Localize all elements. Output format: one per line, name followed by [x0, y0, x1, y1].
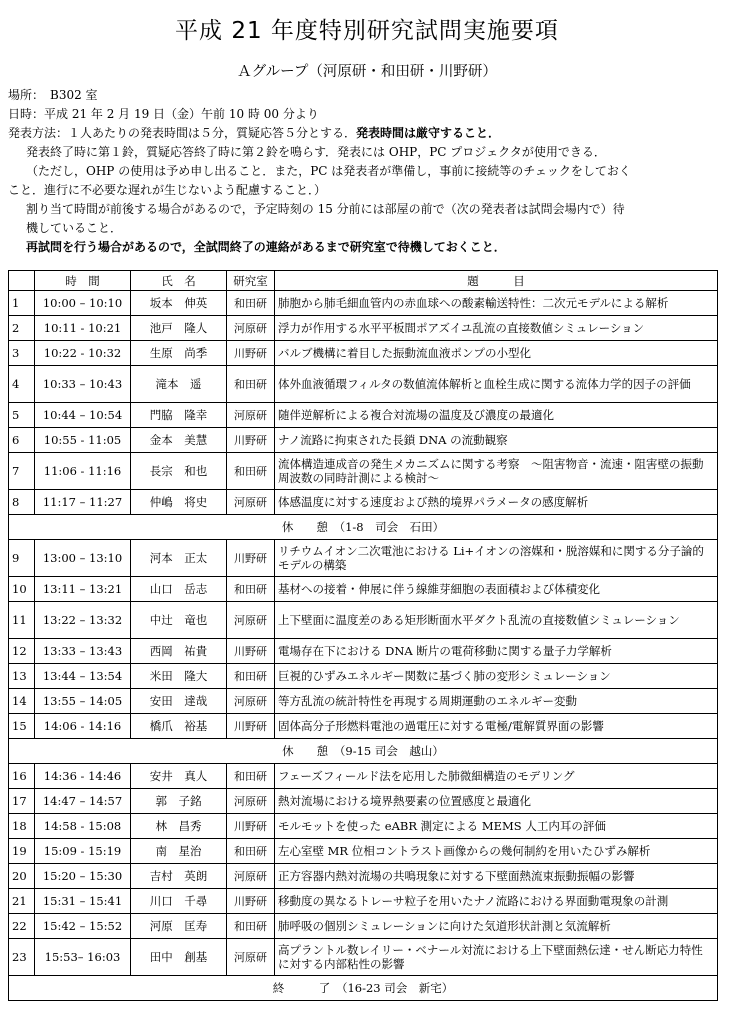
row-topic: 左心室壁 MR 位相コントラスト画像からの幾何制約を用いたひずみ解析: [275, 839, 718, 864]
row-topic: 熱対流場における境界熱要素の位置感度と最適化: [275, 789, 718, 814]
row-topic: 基材への接着・伸展に伴う線維芽細胞の表面積および体積変化: [275, 577, 718, 602]
row-lab: 河原研: [227, 316, 275, 341]
table-row: [9, 764, 718, 789]
row-topic: 正方容器内熱対流場の共鳴現象に対する下壁面熱流束振動振幅の影響: [275, 864, 718, 889]
table-row: [9, 341, 718, 366]
row-time: 13:11 – 13:21: [35, 577, 131, 602]
row-time: 13:22 – 13:32: [35, 602, 131, 639]
row-lab: 和田研: [227, 291, 275, 316]
row-lab: 河原研: [227, 864, 275, 889]
row-time: 15:53– 16:03: [35, 939, 131, 976]
row-time: 14:47 – 14:57: [35, 789, 131, 814]
table-row: [9, 366, 718, 403]
row-name: 西岡 祐貴: [131, 639, 227, 664]
row-topic: 浮力が作用する水平平板間ポアズイユ乱流の直接数値シミュレーション: [275, 316, 718, 341]
method-bold-text: 発表時間は厳守すること．: [356, 126, 501, 140]
row-lab: 川野研: [227, 540, 275, 577]
row-lab: 和田研: [227, 664, 275, 689]
table-row: [9, 714, 718, 739]
header-topic: 題 目: [275, 271, 718, 291]
row-time: 10:22 - 10:32: [35, 341, 131, 366]
row-lab: 和田研: [227, 453, 275, 490]
bold-notice: [8, 238, 730, 257]
row-time: 13:55 – 14:05: [35, 689, 131, 714]
session-2-rows: [9, 540, 718, 739]
break-row-2: [9, 739, 718, 764]
row-time: 10:55 - 11:05: [35, 428, 131, 453]
table-row: [9, 540, 718, 577]
row-time: 13:33 – 13:43: [35, 639, 131, 664]
row-lab: 河原研: [227, 789, 275, 814]
row-topic: 肺呼吸の個別シミュレーションに向けた気道形状計測と気流解析: [275, 914, 718, 939]
row-time: 11:06 - 11:16: [35, 453, 131, 490]
row-number: 3: [9, 341, 35, 366]
row-number: 8: [9, 490, 35, 515]
row-name: 生原 尚季: [131, 341, 227, 366]
row-lab: 和田研: [227, 366, 275, 403]
header-no: [9, 271, 35, 291]
row-name: 坂本 伸英: [131, 291, 227, 316]
row-time: 15:09 - 15:19: [35, 839, 131, 864]
row-name: 仲嶋 将史: [131, 490, 227, 515]
table-row: [9, 889, 718, 914]
row-time: 10:11 - 10:21: [35, 316, 131, 341]
row-name: 安田 達哉: [131, 689, 227, 714]
row-name: 滝本 遥: [131, 366, 227, 403]
header-lab: 研究室: [227, 271, 275, 291]
row-number: 1: [9, 291, 35, 316]
row-name: 門脇 隆幸: [131, 403, 227, 428]
page-title: 平成 21 年度特別研究試問実施要項: [175, 18, 559, 44]
row-number: 13: [9, 664, 35, 689]
table-row: [9, 664, 718, 689]
row-number: 11: [9, 602, 35, 639]
row-time: 10:00 – 10:10: [35, 291, 131, 316]
row-number: 16: [9, 764, 35, 789]
method-text: 発表方法：１人あたりの発表時間は５分，質疑応答５分とする．: [8, 126, 357, 140]
row-lab: 川野研: [227, 889, 275, 914]
header-time: 時 間: [35, 271, 131, 291]
table-row: [9, 914, 718, 939]
row-name: 中辻 竜也: [131, 602, 227, 639]
row-time: 15:20 – 15:30: [35, 864, 131, 889]
row-lab: 河原研: [227, 689, 275, 714]
session-1-rows: [9, 291, 718, 515]
row-number: 18: [9, 814, 35, 839]
schedule-table: [8, 270, 718, 1001]
table-row: [9, 316, 718, 341]
row-name: 金本 美慧: [131, 428, 227, 453]
row-lab: 川野研: [227, 714, 275, 739]
table-row: [9, 577, 718, 602]
bell-line: 発表終了時に第１鈴，質疑応答終了時に第２鈴を鳴らす．発表には OHP，PC プロジェクタが使用できる．: [26, 145, 606, 159]
row-name: 橋爪 裕基: [131, 714, 227, 739]
row-number: 22: [9, 914, 35, 939]
row-lab: 和田研: [227, 764, 275, 789]
row-name: 田中 創基: [131, 939, 227, 976]
row-name: 郭 子銘: [131, 789, 227, 814]
table-header-row: [9, 271, 718, 291]
table-row: [9, 453, 718, 490]
table-row: [9, 814, 718, 839]
row-topic: 体感温度に対する速度および熱的境界パラメータの感度解析: [275, 490, 718, 515]
table-row: [9, 939, 718, 976]
row-time: 13:00 – 13:10: [35, 540, 131, 577]
row-time: 10:44 – 10:54: [35, 403, 131, 428]
break-row-1: [9, 515, 718, 540]
table-row: [9, 839, 718, 864]
row-number: 12: [9, 639, 35, 664]
row-lab: 川野研: [227, 341, 275, 366]
note-line-2: こと．進行に不必要な遅れが生じないよう配慮すること．）: [8, 183, 327, 197]
end-label: 終 了 （16-23 司会 新宅）: [9, 976, 718, 1001]
row-name: 林 昌秀: [131, 814, 227, 839]
break-2: 休 憩 （9-15 司会 越山）: [9, 739, 718, 764]
row-time: 14:58 - 15:08: [35, 814, 131, 839]
row-name: 山口 岳志: [131, 577, 227, 602]
row-topic: 固体高分子形燃料電池の過電圧に対する電極/電解質界面の影響: [275, 714, 718, 739]
row-name: 米田 隆大: [131, 664, 227, 689]
row-lab: 川野研: [227, 814, 275, 839]
row-number: 21: [9, 889, 35, 914]
row-name: 吉村 英朗: [131, 864, 227, 889]
row-lab: 河原研: [227, 403, 275, 428]
row-name: 南 星治: [131, 839, 227, 864]
table-row: [9, 291, 718, 316]
note-line-1: （ただし，OHP の使用は予め申し出ること．また，PC は発表者が準備し，事前に接続等のチェックをしておく: [26, 164, 631, 178]
end-row: [9, 976, 718, 1001]
table-row: [9, 689, 718, 714]
row-topic: 流体構造連成音の発生メカニズムに関する考察 ～阻害物音・流速・阻害壁の振動周波数の同時計測による検討～: [275, 453, 718, 490]
row-topic: ナノ流路に拘束された長鎖 DNA の流動観察: [275, 428, 718, 453]
row-time: 15:42 – 15:52: [35, 914, 131, 939]
place-line: 場所： B302 室: [8, 88, 98, 102]
wait-line-2: 機していること．: [26, 221, 123, 235]
row-topic: 肺胞から肺毛細血管内の赤血球への酸素輸送特性：二次元モデルによる解析: [275, 291, 718, 316]
row-name: 河原 匡寿: [131, 914, 227, 939]
row-topic: 移動度の異なるトレーサ粒子を用いたナノ流路における界面動電現象の計測: [275, 889, 718, 914]
row-lab: 和田研: [227, 839, 275, 864]
method-line: [8, 124, 730, 143]
row-number: 7: [9, 453, 35, 490]
table-row: [9, 864, 718, 889]
row-number: 5: [9, 403, 35, 428]
row-name: 河本 正太: [131, 540, 227, 577]
row-number: 17: [9, 789, 35, 814]
break-1: 休 憩 （1-8 司会 石田）: [9, 515, 718, 540]
row-lab: 河原研: [227, 602, 275, 639]
row-number: 2: [9, 316, 35, 341]
row-time: 15:31 – 15:41: [35, 889, 131, 914]
row-number: 9: [9, 540, 35, 577]
session-3-rows: [9, 764, 718, 976]
table-row: [9, 490, 718, 515]
row-number: 23: [9, 939, 35, 976]
row-number: 10: [9, 577, 35, 602]
datetime-line: 日時：平成 21 年 2 月 19 日（金）午前 10 時 00 分より: [8, 107, 319, 121]
wait-line-1: 割り当て時間が前後する場合があるので，予定時刻の 15 分前には部屋の前で（次の発表者は試問会場内で）待: [26, 202, 625, 216]
row-time: 11:17 – 11:27: [35, 490, 131, 515]
row-name: 安井 真人: [131, 764, 227, 789]
row-lab: 川野研: [227, 428, 275, 453]
row-topic: 随伴逆解析による複合対流場の温度及び濃度の最適化: [275, 403, 718, 428]
table-row: [9, 602, 718, 639]
instructions: [8, 86, 730, 257]
row-lab: 河原研: [227, 490, 275, 515]
table-row: [9, 639, 718, 664]
group-subtitle: Ａグループ（河原研・和田研・川野研）: [237, 64, 497, 80]
row-number: 15: [9, 714, 35, 739]
row-topic: 体外血液循環フィルタの数値流体解析と血栓生成に関する流体力学的因子の評価: [275, 366, 718, 403]
row-topic: 上下壁面に温度差のある矩形断面水平ダクト乱流の直接数値シミュレーション: [275, 602, 718, 639]
row-lab: 和田研: [227, 577, 275, 602]
row-time: 14:36 - 14:46: [35, 764, 131, 789]
table-row: [9, 403, 718, 428]
row-time: 10:33 – 10:43: [35, 366, 131, 403]
bold-notice-text: 再試問を行う場合があるので，全試問終了の連絡があるまで研究室で待機しておくこと．: [26, 240, 506, 254]
row-time: 13:44 – 13:54: [35, 664, 131, 689]
row-name: 長宗 和也: [131, 453, 227, 490]
row-topic: モルモットを使った eABR 測定による MEMS 人工内耳の評価: [275, 814, 718, 839]
row-name: 池戸 隆人: [131, 316, 227, 341]
table-row: [9, 789, 718, 814]
row-lab: 河原研: [227, 939, 275, 976]
row-topic: バルブ機構に着目した振動流血液ポンプの小型化: [275, 341, 718, 366]
row-number: 19: [9, 839, 35, 864]
row-topic: 巨視的ひずみエネルギー関数に基づく肺の変形シミュレーション: [275, 664, 718, 689]
row-topic: 電場存在下における DNA 断片の電荷移動に関する量子力学解析: [275, 639, 718, 664]
row-topic: 等方乱流の統計特性を再現する周期運動のエネルギー変動: [275, 689, 718, 714]
row-number: 6: [9, 428, 35, 453]
row-number: 20: [9, 864, 35, 889]
row-time: 14:06 - 14:16: [35, 714, 131, 739]
row-number: 14: [9, 689, 35, 714]
row-topic: リチウムイオン二次電池における Li+イオンの溶媒和・脱溶媒和に関する分子論的モデルの構築: [275, 540, 718, 577]
header-name: 氏 名: [131, 271, 227, 291]
row-name: 川口 千尋: [131, 889, 227, 914]
row-topic: フェーズフィールド法を応用した肺微細構造のモデリング: [275, 764, 718, 789]
row-lab: 和田研: [227, 914, 275, 939]
table-row: [9, 428, 718, 453]
row-topic: 高プラントル数レイリー・ベナール対流における上下壁面熱伝達・せん断応力特性に対する内部粘性の影響: [275, 939, 718, 976]
row-lab: 川野研: [227, 639, 275, 664]
row-number: 4: [9, 366, 35, 403]
